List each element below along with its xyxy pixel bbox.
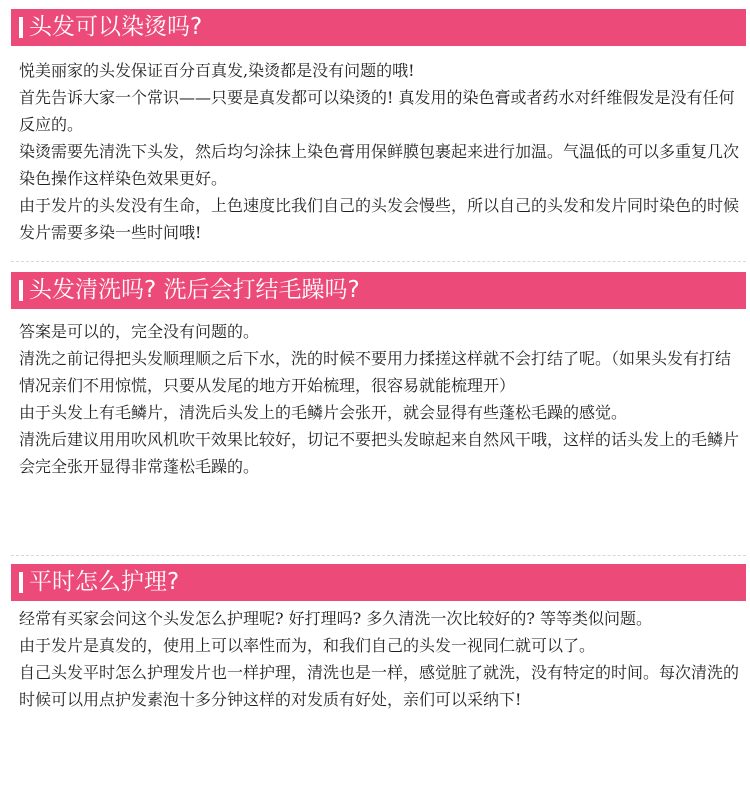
section-divider (11, 555, 746, 556)
section-title: 平时怎么护理? (29, 569, 180, 595)
section-body-care (19, 605, 741, 713)
header-accent-bar (19, 280, 23, 301)
section-header-wash (11, 272, 746, 309)
section-title: 头发可以染烫吗? (29, 14, 203, 40)
paragraph: 由于发片的头发没有生命，上色速度比我们自己的头发会慢些，所以自己的头发和发片同时染色的时候发片需要多染一些时间哦! (19, 196, 740, 242)
paragraph: 答案是可以的，完全没有问题的。 (19, 322, 260, 341)
paragraph: 清洗后建议用用吹风机吹干效果比较好，切记不要把头发晾起来自然风干哦，这样的话头发上的毛鳞片会完全张开显得非常蓬松毛躁的。 (19, 430, 740, 476)
paragraph: 由于头发上有毛鳞片，清洗后头发上的毛鳞片会张开，就会显得有些蓬松毛躁的感觉。 (19, 403, 628, 422)
section-title: 头发清洗吗? 洗后会打结毛躁吗? (29, 277, 360, 303)
paragraph: 清洗之前记得把头发顺理顺之后下水，洗的时候不要用力揉搓这样就不会打结了呢。（如果头发有打结情况亲们不用惊慌，只要从发尾的地方开始梳理，很容易就能梳理开） (19, 349, 732, 395)
section-body-dye (19, 57, 741, 246)
section-divider (11, 261, 746, 262)
paragraph: 悦美丽家的头发保证百分百真发,染烫都是没有问题的哦! (19, 61, 415, 80)
section-header-dye (11, 9, 746, 46)
paragraph: 染烫需要先清洗下头发，然后均匀涂抹上染色膏用保鲜膜包裹起来进行加温。气温低的可以多重复几次染色操作这样染色效果更好。 (19, 142, 740, 188)
section-body-wash (19, 318, 741, 480)
header-accent-bar (19, 572, 23, 593)
paragraph: 首先告诉大家一个常识——只要是真发都可以染烫的! 真发用的染色膏或者药水对纤维假发是没有任何反应的。 (19, 88, 735, 134)
paragraph: 由于发片是真发的，使用上可以率性而为，和我们自己的头发一视同仁就可以了。 (19, 636, 596, 655)
paragraph: 自己头发平时怎么护理发片也一样护理，清洗也是一样，感觉脏了就洗，没有特定的时间。每次清洗的时候可以用点护发素泡十多分钟这样的对发质有好处，亲们可以采纳下! (19, 663, 740, 709)
paragraph: 经常有买家会问这个头发怎么护理呢? 好打理吗? 多久清洗一次比较好的? 等等类似问题。 (19, 609, 652, 628)
header-accent-bar (19, 17, 23, 38)
section-header-care (11, 564, 746, 601)
